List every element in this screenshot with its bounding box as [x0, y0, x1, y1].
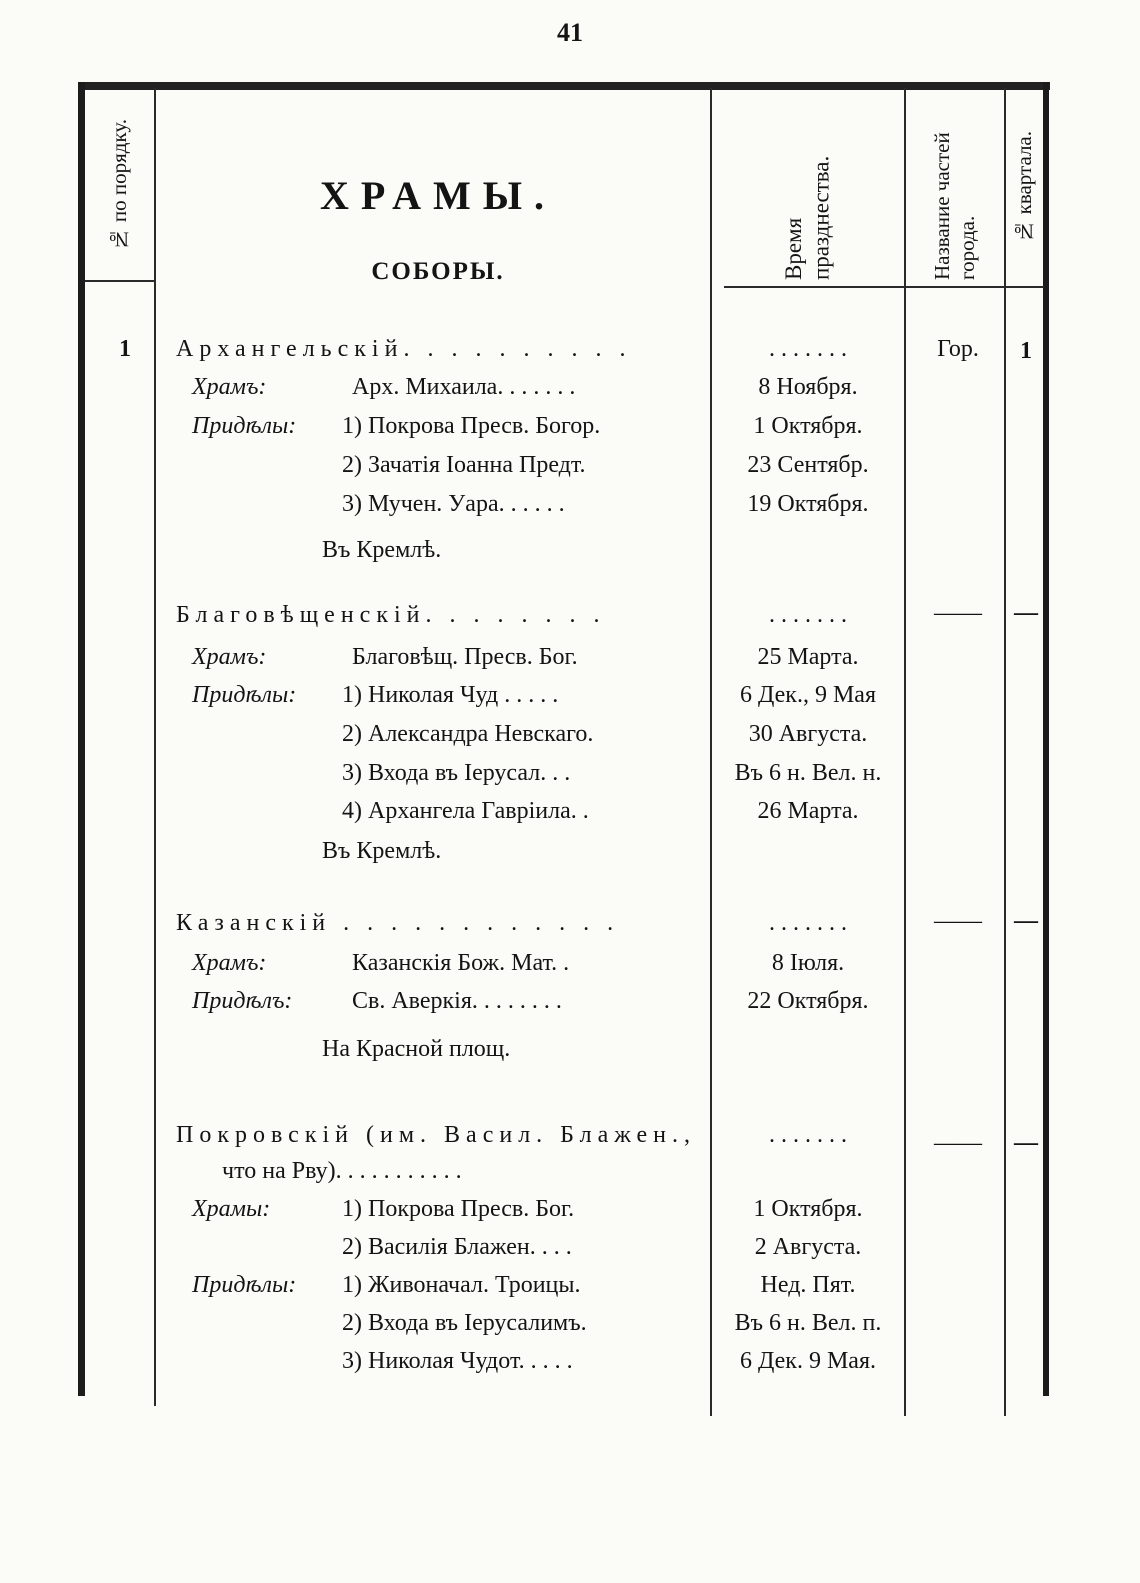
column-header-quarter — [1006, 92, 1043, 282]
feast-date: 8 Ноября. — [758, 374, 858, 400]
cathedral-date-leader: . . . . . . . — [769, 1122, 847, 1148]
quarter-number: — — [1014, 908, 1038, 934]
city-part: Гор. — [937, 336, 979, 362]
location: На Красной площ. — [322, 1036, 511, 1062]
chapel-name: 1) Живоначал. Троицы. — [342, 1272, 581, 1298]
chapels-label: Придѣлы: — [192, 413, 297, 439]
feast-date: 1 Октября. — [753, 413, 863, 439]
cathedral-name: Благовѣщенскій. . . . . . . . — [176, 602, 606, 628]
temple-name: Казанскія Бож. Мат. . — [352, 950, 570, 976]
header-divider — [85, 280, 155, 282]
cathedral-date-leader: . . . . . . . — [769, 336, 847, 362]
chapels-label: Придѣлы: — [192, 1272, 297, 1298]
temple-name: Благовѣщ. Пресв. Бог. — [352, 644, 578, 670]
temple-name: 2) Василія Блажен. . . . — [342, 1234, 572, 1260]
chapel-name: Св. Аверкія. . . . . . . . — [352, 988, 562, 1014]
page-title: ХРАМЫ. — [319, 173, 557, 218]
table-right-border — [1043, 82, 1049, 1396]
cathedral-name-line: Покровскій (им. Васил. Блажен., — [176, 1122, 697, 1148]
cathedral-date-leader: . . . . . . . — [769, 602, 847, 628]
city-part: —— — [934, 1130, 982, 1156]
feast-date: Нед. Пят. — [760, 1272, 856, 1298]
column-header-date — [712, 92, 904, 282]
section-title: СОБОРЫ. — [371, 258, 505, 285]
cathedral-name: Казанскій . . . . . . . . . . . . — [176, 910, 620, 936]
feast-date: 6 Дек., 9 Мая — [739, 682, 876, 708]
temple-label: Храмъ: — [192, 950, 267, 976]
column-header-part — [906, 92, 1004, 282]
city-part: —— — [934, 600, 982, 626]
chapel-name: 2) Зачатія Іоанна Предт. — [342, 452, 586, 478]
cathedral-date-leader: . . . . . . . — [769, 910, 847, 936]
chapel-name: 2) Входа въ Іерусалимъ. — [342, 1310, 587, 1336]
feast-date: 1 Октября. — [753, 1196, 863, 1222]
chapel-name: 1) Николая Чуд . . . . . — [342, 682, 559, 708]
chapel-name: 3) Николая Чудот. . . . . — [342, 1348, 573, 1374]
temple-name: Арх. Михаила. . . . . . . — [352, 374, 576, 400]
column-header-part-label: Название частей города. — [929, 132, 979, 280]
header-divider — [904, 286, 1044, 288]
feast-date: 6 Дек. 9 Мая. — [739, 1348, 876, 1374]
city-part: —— — [934, 908, 982, 934]
temple-name: 1) Покрова Пресв. Бог. — [342, 1196, 575, 1222]
quarter-number: — — [1014, 1130, 1038, 1156]
feast-date: Въ 6 н. Вел. н. — [734, 760, 882, 786]
location: Въ Кремлѣ. — [322, 838, 442, 864]
temple-label: Храмъ: — [192, 644, 267, 670]
feast-date: 22 Октября. — [747, 988, 869, 1014]
chapels-label: Придѣлы: — [192, 682, 297, 708]
chapel-name: 3) Мучен. Уара. . . . . . — [342, 491, 565, 517]
feast-date: 19 Октября. — [747, 491, 869, 517]
column-header-number — [85, 92, 154, 278]
header-divider — [724, 286, 906, 288]
quarter-number: 1 — [1020, 338, 1032, 364]
feast-date: Въ 6 н. Вел. п. — [734, 1310, 882, 1336]
quarter-number: — — [1014, 600, 1038, 626]
feast-date: 2 Августа. — [754, 1234, 862, 1260]
cathedral-name-continued: что на Рву). . . . . . . . . . . — [222, 1158, 462, 1184]
column-header-quarter-label: № квартала. — [1011, 130, 1036, 244]
chapel-name: 3) Входа въ Іерусал. . . — [342, 760, 571, 786]
chapel-name: 1) Покрова Пресв. Богор. — [342, 413, 601, 439]
chapel-name: 4) Архангела Гавріила. . — [342, 798, 589, 824]
column-header-date-label: Время празднества. — [781, 155, 834, 280]
cathedral-name — [176, 1122, 696, 1149]
feast-date: 30 Августа. — [748, 721, 868, 747]
feast-date: 23 Сентябр. — [747, 452, 869, 478]
chapel-label: Придѣлъ: — [192, 988, 293, 1014]
table-left-border — [78, 82, 85, 1396]
location: Въ Кремлѣ. — [322, 537, 442, 563]
chapel-name: 2) Александра Невскаго. — [342, 721, 594, 747]
feast-date: 25 Марта. — [757, 644, 859, 670]
column-divider — [154, 88, 156, 1406]
column-header-number-label: № по порядку. — [106, 118, 131, 252]
entry-number: 1 — [119, 336, 131, 362]
feast-date: 26 Марта. — [757, 798, 859, 824]
page-number: 41 — [557, 18, 583, 47]
temple-label: Храмъ: — [192, 374, 267, 400]
temples-label: Храмы: — [192, 1196, 271, 1222]
cathedral-name: Архангельскій. . . . . . . . . . — [176, 336, 632, 362]
feast-date: 8 Іюля. — [771, 950, 845, 976]
